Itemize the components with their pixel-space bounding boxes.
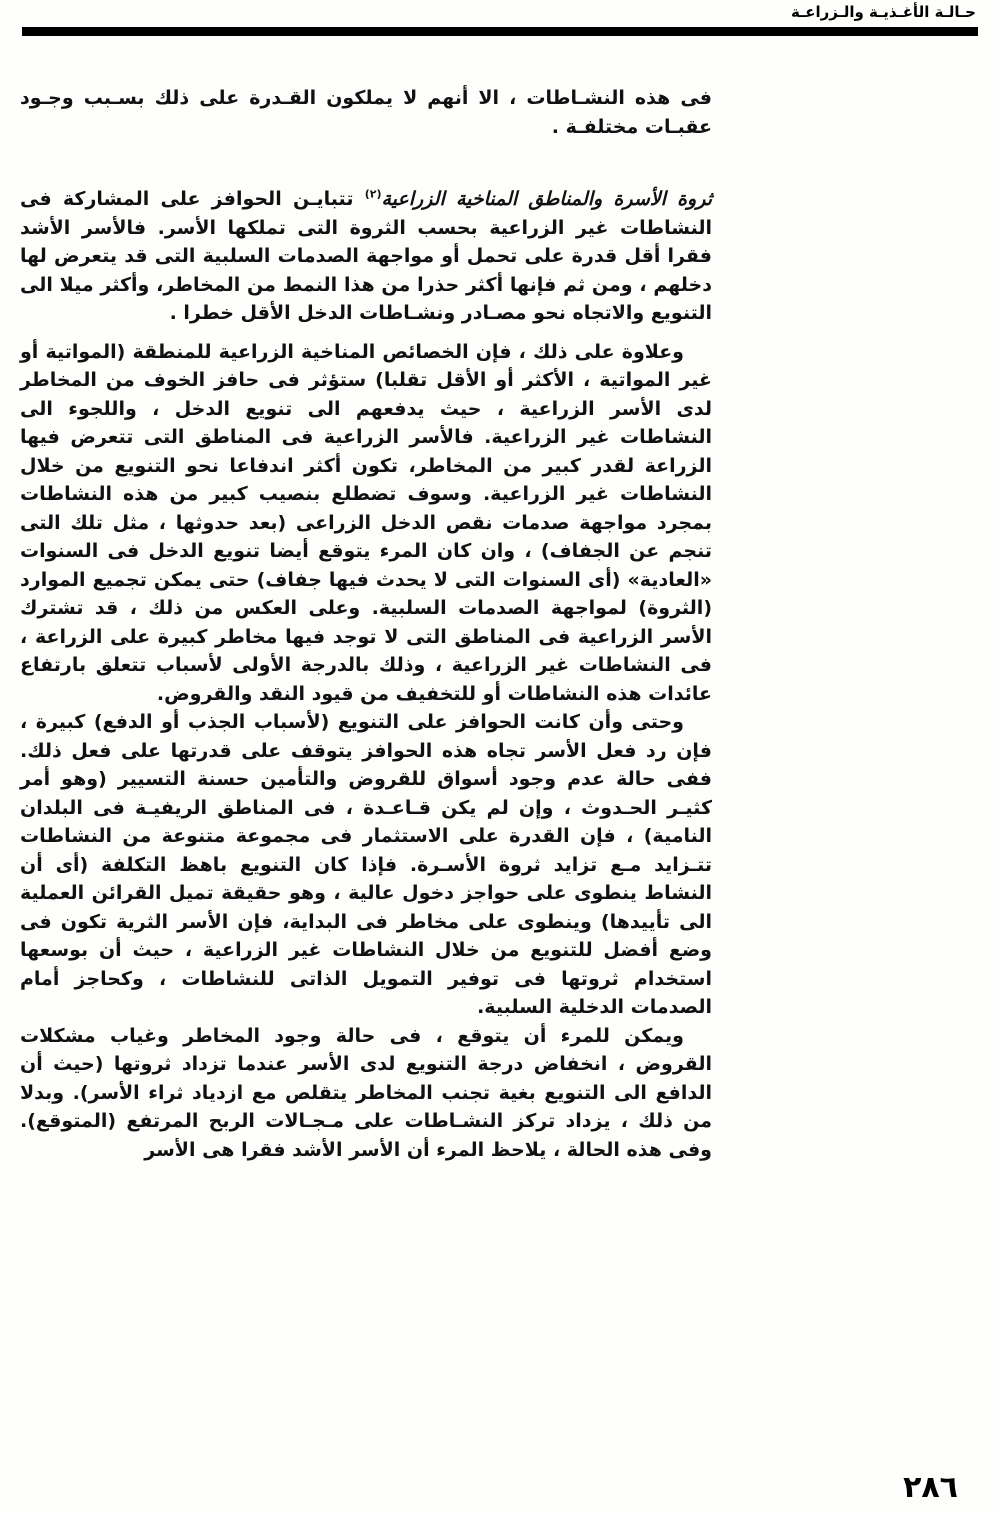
header-rule <box>22 27 978 36</box>
page-number: ٢٨٦ <box>903 1470 958 1505</box>
body-paragraph-5: ويمكن للمرء أن يتوقع ، فى حالة وجود المخاطر وغياب مشكلات القروض ، انخفاض درجة التنويع لدى الأسر عندما تزداد ثروتها (حيث أن الدافع الى التنويع بغية تجنب المخاطر يتقلص مع ازدياد ثراء الأسر). وبدلا من ذلك ، يزداد تركز النشـاطات على مـجـالات الربح المرتفع (المتوقع). وفى هذه الحالة ، يلاحظ المرء أن الأسر الأشد فقرا هى الأسر <box>20 1024 712 1161</box>
running-header-title: حـالـة الأغـذيـة والـزراعـة <box>791 3 976 21</box>
section-body-text: تتبايـن الحوافز على المشاركة فى النشاطات غير الزراعية بحسب الثروة التى تملكها الأسر. فالأسر الأشد فقرا أقل قدرة على تحمل أو مواجهة الصدمات السلبية التى قد يتعرض لها دخلهم ، ومن ثم فإنها أكثر حذرا من هذا النمط من المخاطر، وأكثر ميلا الى التنويع والاتجاه نحو مصـادر ونشـاطات الدخل الأقل خطرا . <box>20 188 712 324</box>
body-paragraph-2 <box>20 185 712 328</box>
footnote-marker: (٢) <box>364 187 382 201</box>
section-lead: ثروة الأسرة والمناطق المناخية الزراعية <box>381 188 712 210</box>
body-paragraph-3: وعلاوة على ذلك ، فإن الخصائص المناخية الزراعية للمنطقة (المواتية أو غير المواتية ، الأكثر أو الأقل تقلبا) ستؤثر فى حافز الخوف من المخاطر لدى الأسر الزراعية ، حيث يدفعهم الى تنويع الدخل ، واللجوء الى النشاطات غير الزراعية. فالأسر الزراعية فى المناطق التى تتعرض فيها الزراعة لقدر كبير من المخاطر، تكون أكثر اندفاعا نحو التنويع من خلال النشاطات غير الزراعية. وسوف تضطلع بنصيب كبير من هذه النشاطات بمجرد مواجهة صدمات نقص الدخل الزراعى (بعد حدوثها ، مثل تلك التى تنجم عن الجفاف) ، وان كان المرء يتوقع أيضا تنويع الدخل فى السنوات «العادية» (أى السنوات التى لا يحدث فيها جفاف) حتى يمكن تجميع الموارد (الثروة) لمواجهة الصدمات السلبية. وعلى العكس من ذلك ، قد تشترك الأسر الزراعية فى المناطق التى لا توجد فيها مخاطر كبيرة على الزراعة ، فى النشاطات غير الزراعية ، وذلك بالدرجة الأولى لأسباب تتعلق بارتفاع عائدات هذه النشاطات أو للتخفيف من قيود النقد والقروض. <box>20 340 712 705</box>
body-text-column <box>20 84 712 1164</box>
body-paragraph-1: فى هذه النشـاطات ، الا أنهم لا يملكون القـدرة على ذلك بسـبب وجـود عقبـات مختلفـة . <box>20 87 712 138</box>
body-paragraph-4: وحتى وأن كانت الحوافز على التنويع (لأسباب الجذب أو الدفع) كبيرة ، فإن رد فعل الأسر تجاه هذه الحوافز يتوقف على قدرتها على فعل ذلك. ففى حالة عدم وجود أسواق للقروض والتأمين حسنة التسيير (وهو أمر كثيـر الحـدوث ، وإن لم يكن قـاعـدة ، فى المناطق الريفيـة فى البلدان النامية) ، فإن القدرة على الاستثمار فى مجموعة متنوعة من النشاطات تتـزايد مـع تزايد ثروة الأسـرة. فإذا كان التنويع باهظ التكلفة (أى أن النشاط ينطوى على حواجز دخول عالية ، وهو حقيقة تميل القرائن العملية الى تأييدها) وينطوى على مخاطر فى البداية، فإن الأسر الثرية تكون فى وضع أفضل للتنويع من خلال النشاطات غير الزراعية ، حيث أن بوسعها استخدام ثروتها فى توفير التمويل الذاتى للنشاطات ، وكحاجز أمام الصدمات الدخلية السلبية. <box>20 711 712 1018</box>
